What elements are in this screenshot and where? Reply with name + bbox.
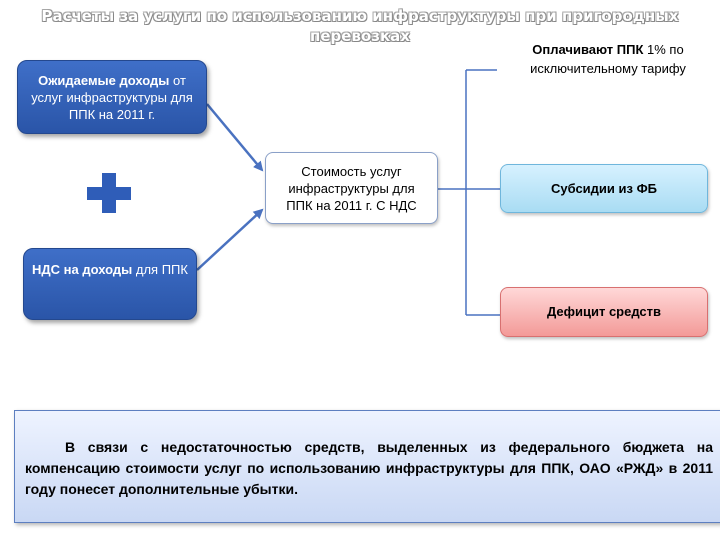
page-title: Расчеты за услуги по использованию инфраструктуры при пригородных перевозках [41,7,679,45]
conclusion-text: В связи с недостаточностью средств, выделенных из федерального бюджета на компенсацию стоимости услуг по использованию инфраструктуры для ППК, ОАО «РЖД» в 2011 году понесет дополнительные убытки. [25,439,713,497]
subsidy-text: Субсидии из ФБ [550,181,658,196]
subsidy-box [500,164,708,213]
vat-text: для ППК [132,262,188,277]
cost-text: Стоимость услуг инфраструктуры для ППК на 2011 г. С НДС [286,163,417,213]
ppk-pays-bold-text: Оплачивают ППК [532,42,644,57]
ppk-pays-text: 1% по исключительному тарифу [530,42,686,76]
ppk-pays-label [497,40,719,78]
expected-income-box [17,60,207,134]
expected-income-bold-text: Ожидаемые доходы [38,72,170,88]
cost-box [265,152,438,224]
arrow-income-to-cost [207,104,262,170]
conclusion-note [14,410,720,523]
vat-bold-text: НДС на доходы [32,262,133,277]
plus-sign-vertical [102,173,116,213]
expected-income-text: от услуг инфраструктуры для ППК на 2011 г. [31,72,193,122]
deficit-box [500,287,708,337]
deficit-text: Дефицит средств [546,304,662,319]
vat-box [23,248,197,320]
arrow-vat-to-cost [197,210,262,270]
